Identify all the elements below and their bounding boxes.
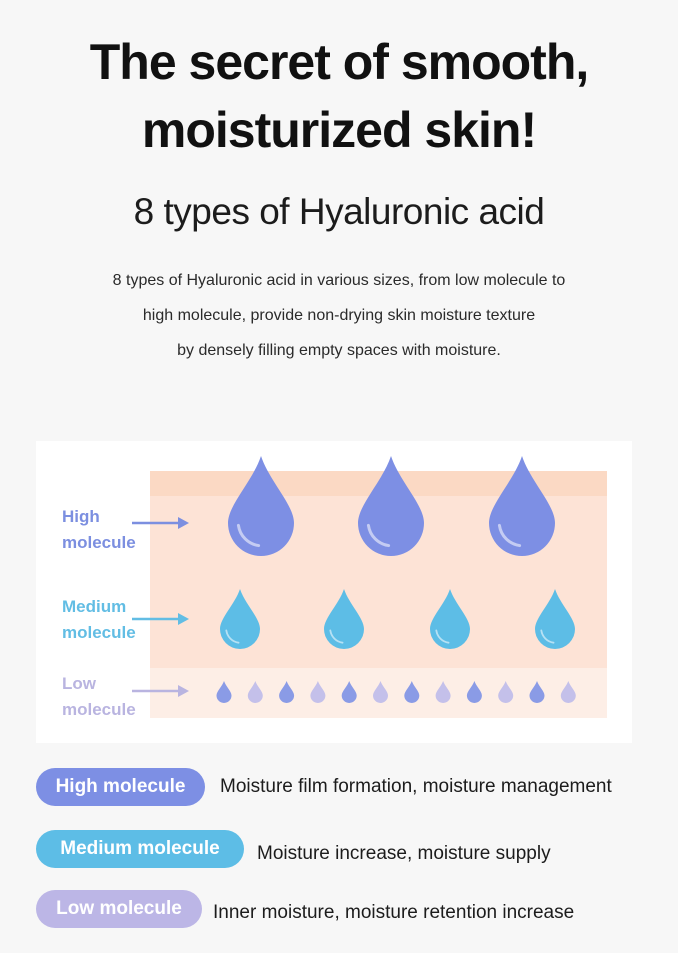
medium-molecule-drop xyxy=(324,589,364,649)
label-medium-line-2: molecule xyxy=(62,623,136,642)
badge-medium-molecule: Medium molecule xyxy=(36,830,244,868)
badge-low-molecule: Low molecule xyxy=(36,890,202,928)
high-molecule-description: Moisture film formation, moisture management xyxy=(220,776,612,797)
label-low-line-2: molecule xyxy=(62,700,136,719)
low-molecule-drop xyxy=(279,681,294,703)
description-line-2: high molecule, provide non-drying skin moisture texture xyxy=(142,307,536,324)
description-line-1: 8 types of Hyaluronic acid in various sizes, from low molecule to xyxy=(112,272,566,289)
medium-molecule-drop xyxy=(430,589,470,649)
high-molecule-drop xyxy=(228,456,294,556)
low-molecule-drop xyxy=(436,681,451,703)
low-molecule-drop xyxy=(404,681,419,703)
low-molecule-drop xyxy=(248,681,263,703)
medium-molecule-description: Moisture increase, moisture supply xyxy=(257,843,551,864)
badge-high-molecule: High molecule xyxy=(36,768,205,806)
label-medium-line-1: Medium xyxy=(62,597,127,616)
low-molecule-drop xyxy=(373,681,388,703)
low-molecule-drop xyxy=(498,681,513,703)
subtitle: 8 types of Hyaluronic acid xyxy=(133,191,545,232)
headline xyxy=(0,28,678,164)
low-molecule-drop xyxy=(342,681,357,703)
description-line-3: by densely filling empty spaces with moisture. xyxy=(177,342,501,359)
high-molecule-drop xyxy=(358,456,424,556)
low-molecule-description: Inner moisture, moisture retention increase xyxy=(213,902,575,923)
low-molecule-drop xyxy=(561,681,576,703)
headline-line-1: The secret of smooth, xyxy=(89,34,589,90)
label-low-line-1: Low xyxy=(62,674,96,693)
low-molecule-drop xyxy=(467,681,482,703)
molecule-diagram xyxy=(36,441,632,743)
low-molecule-drop xyxy=(217,681,232,703)
label-high-line-1: High xyxy=(62,507,100,526)
label-high-line-2: molecule xyxy=(62,533,136,552)
high-molecule-drop xyxy=(489,456,555,556)
description xyxy=(0,263,678,368)
low-molecule-drop xyxy=(530,681,545,703)
headline-line-2: moisturized skin! xyxy=(141,102,537,158)
medium-molecule-drop xyxy=(535,589,575,649)
low-molecule-drop xyxy=(310,681,325,703)
water-drops xyxy=(36,441,632,743)
medium-molecule-drop xyxy=(220,589,260,649)
